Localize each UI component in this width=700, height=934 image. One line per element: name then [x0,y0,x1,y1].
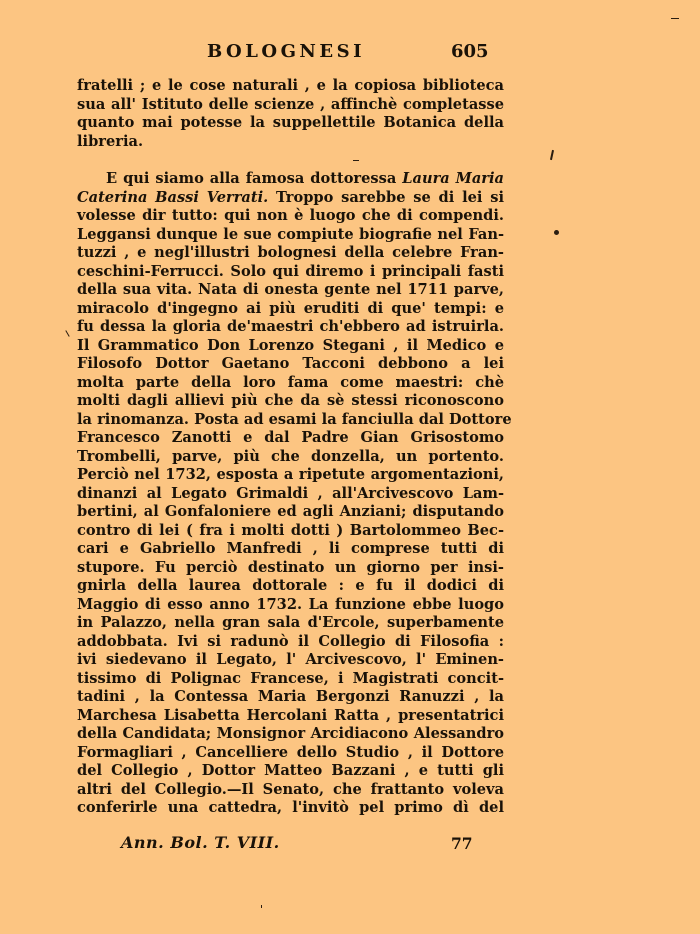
scan-speck [65,330,69,337]
text-line: Caterina Bassi Verrati. Troppo sarebbe se di lei si [77,188,504,206]
scan-speck [554,230,559,235]
text-line: cari e Gabriello Manfredi , li comprese tutti di [77,540,504,557]
italic-name: Caterina Bassi Verrati. [77,188,269,206]
text-line: fu dessa la gloria de'maestri ch'ebbero ad istruirla. [77,318,504,335]
text-line: in Palazzo, nella gran sala d'Ercole, superbamente [77,614,504,631]
paragraph-laura-bassi [77,170,512,818]
text-line: della Candidata; Monsignor Arcidiacono Alessandro [77,725,504,742]
text-line: ivi siedevano il Legato, l' Arcivescovo, l' Eminen- [77,651,504,668]
text-line: contro di lei ( fra i molti dotti ) Bartolommeo Bec- [77,521,504,539]
text-line: altri del Collegio.—Il Senato, che frattanto voleva [77,780,504,798]
text-line: E qui siamo alla famosa dottoressa Laura Maria [106,170,504,187]
signature-mark: Ann. Bol. T. VIII. [121,833,280,852]
text-line: Marchesa Lisabetta Hercolani Ratta , presentatrici [77,706,504,724]
text-line: Il Grammatico Don Lorenzo Stegani , il Medico e [77,336,504,354]
text-line: dinanzi al Legato Grimaldi , all'Arcivescovo Lam- [77,484,504,502]
scan-speck [353,160,359,161]
signature-number: 77 [451,834,473,853]
paragraph-continuation [77,77,504,151]
italic-name: Laura Maria [402,170,504,187]
page-number: 605 [451,41,489,62]
text-line: Francesco Zanotti e dal Padre Gian Grisostomo [77,429,504,446]
scan-speck [550,150,554,160]
text-line: molti dagli allievi più che da sè stessi riconoscono [77,392,504,409]
text-line: tissimo di Polignac Francese, i Magistrati concit- [77,669,504,687]
text-line: sua all' Istituto delle scienze , affinchè completasse [77,95,504,113]
text-line: Filosofo Dottor Gaetano Tacconi debbono a lei [77,355,504,372]
text-line: Perciò nel 1732, esposta a ripetute argomentazioni, [77,466,504,483]
text-line: Formagliari , Cancelliere dello Studio , il Dottore [77,743,504,761]
text-line: addobbata. Ivi si radunò il Collegio di Filosofia : [77,632,504,650]
text-line: della sua vita. Nata di onesta gente nel 1711 parve, [77,281,504,298]
text-line: Trombelli, parve, più che donzella, un portento. [77,447,504,465]
text-line: libreria. [77,132,144,150]
text-line: tuzzi , e negl'illustri bolognesi della celebre Fran- [77,244,504,261]
text-line: volesse dir tutto: qui non è luogo che di compendi. [77,207,504,224]
text-line: gnirla della laurea dottorale : e fu il dodici di [77,577,504,594]
text-line: miracolo d'ingegno ai più eruditi di que' tempi: e [77,299,504,317]
text-line: tadini , la Contessa Maria Bergonzi Ranuzzi , la [77,688,504,705]
running-head-title: BOLOGNESI [207,41,366,62]
text-line: molta parte della loro fama come maestri: chè [77,373,504,391]
scan-speck [671,18,679,19]
text-line: Leggansi dunque le sue compiute biografie nel Fan- [77,225,504,243]
scan-speck [261,905,262,908]
text-line: fratelli ; e le cose naturali , e la copiosa biblioteca [77,77,504,94]
text-line: la rinomanza. Posta ad esami la fanciulla dal Dottore [77,410,512,428]
text-line: quanto mai potesse la suppellettile Botanica della [77,114,504,131]
text-line: ceschini-Ferrucci. Solo qui diremo i principali fasti [77,262,504,280]
text-line: Maggio di esso anno 1732. La funzione ebbe luogo [77,595,504,613]
text-line: bertini, al Gonfaloniere ed agli Anziani; disputando [77,503,504,520]
text-line: conferirle una cattedra, l'invitò pel primo dì del [77,799,504,816]
text-line: stupore. Fu perciò destinato un giorno per insi- [77,558,504,576]
text-line: del Collegio , Dottor Matteo Bazzani , e tutti gli [77,762,504,779]
